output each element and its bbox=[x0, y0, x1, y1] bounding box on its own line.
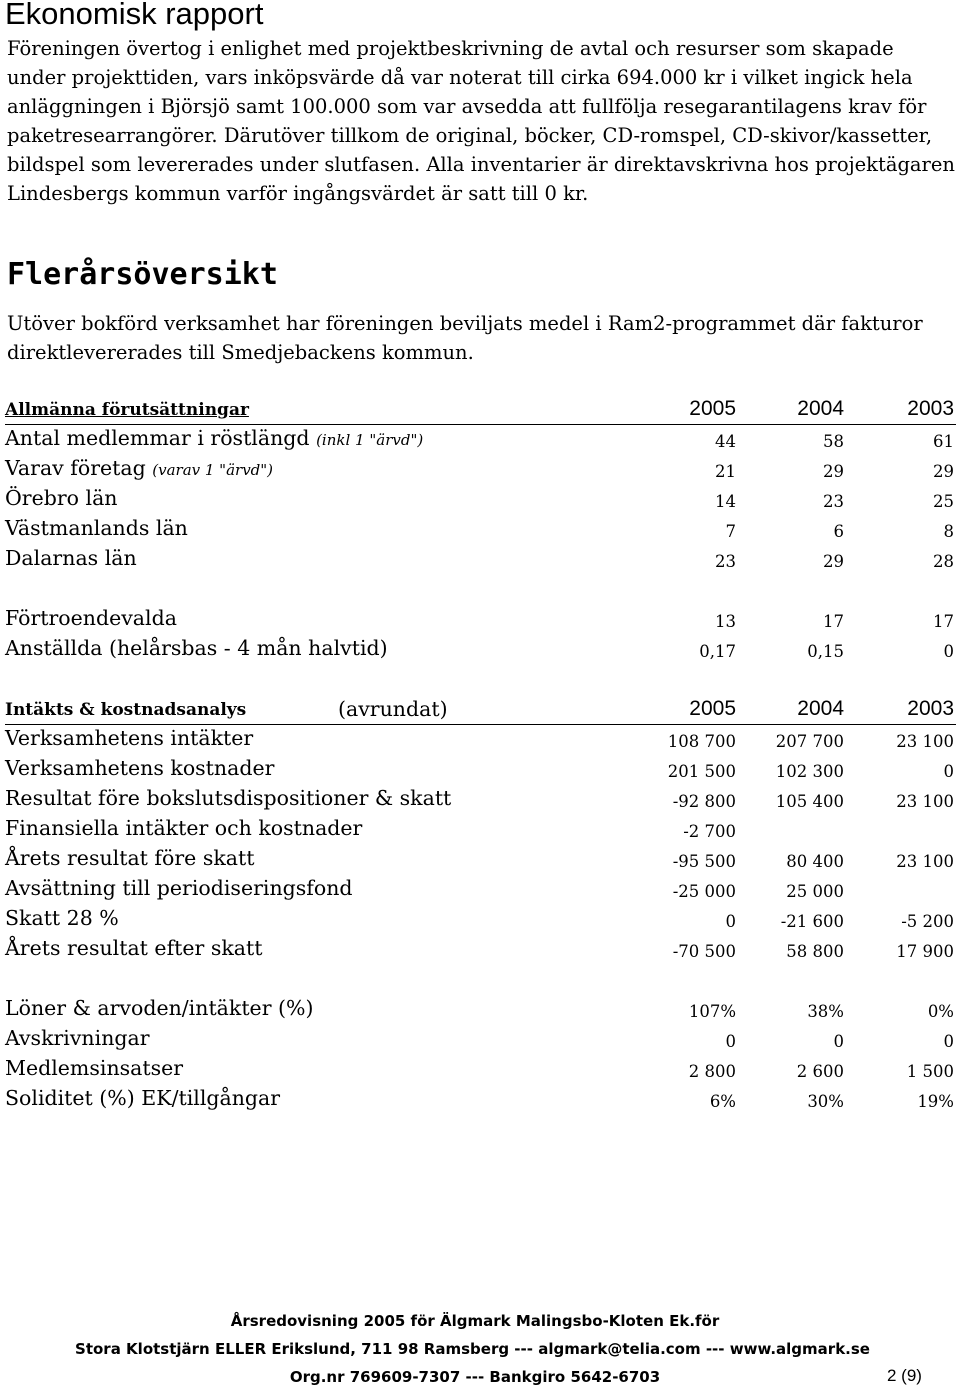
table-row bbox=[5, 605, 956, 635]
row-label-text: Löner & arvoden/intäkter (%) bbox=[5, 996, 314, 1020]
value-2004: -21 600 bbox=[780, 912, 844, 931]
row-label bbox=[5, 936, 262, 960]
value-2003: -5 200 bbox=[901, 912, 954, 931]
year-2004-header: 2004 bbox=[797, 397, 844, 420]
year-2004-header: 2004 bbox=[797, 697, 844, 720]
table-row bbox=[5, 785, 956, 815]
row-label bbox=[5, 426, 423, 450]
value-2003: 17 bbox=[933, 612, 954, 631]
value-2004: 58 bbox=[823, 432, 844, 451]
page-title: Ekonomisk rapport bbox=[5, 0, 264, 31]
page-number: 2 (9) bbox=[887, 1366, 922, 1385]
value-2003: 23 100 bbox=[896, 852, 954, 871]
table-header-label: Intäkts & kostnadsanalys bbox=[5, 700, 247, 720]
table-header-row bbox=[5, 695, 956, 725]
year-2003-header: 2003 bbox=[907, 397, 954, 420]
table-row bbox=[5, 425, 956, 455]
value-2004: 38% bbox=[807, 1002, 844, 1021]
value-2004: 23 bbox=[823, 492, 844, 511]
value-2005: -95 500 bbox=[672, 852, 736, 871]
row-label-text: Verksamhetens kostnader bbox=[5, 756, 275, 780]
value-2005: 14 bbox=[715, 492, 736, 511]
value-2004: 2 600 bbox=[796, 1062, 844, 1081]
value-2004: 0 bbox=[833, 1032, 844, 1051]
value-2003: 29 bbox=[933, 462, 954, 481]
value-2003: 1 500 bbox=[906, 1062, 954, 1081]
table-row bbox=[5, 815, 956, 845]
row-label-text: Resultat före bokslutsdispositioner & skatt bbox=[5, 786, 452, 810]
year-2005-header: 2005 bbox=[689, 697, 736, 720]
value-2004: 30% bbox=[807, 1092, 844, 1111]
value-2005: 23 bbox=[715, 552, 736, 571]
value-2003: 8 bbox=[943, 522, 954, 541]
value-2003: 17 900 bbox=[896, 942, 954, 961]
value-2004: 29 bbox=[823, 552, 844, 571]
row-label-text: Avsättning till periodiseringsfond bbox=[5, 876, 353, 900]
footer-report-title: Årsredovisning 2005 för Älgmark Malingsbo-Kloten Ek.för bbox=[230, 1312, 720, 1330]
year-2003-header: 2003 bbox=[907, 697, 954, 720]
table-row bbox=[5, 905, 956, 935]
row-label bbox=[5, 1086, 280, 1110]
row-label-text: Soliditet (%) EK/tillgångar bbox=[5, 1086, 281, 1110]
value-2005: -25 000 bbox=[672, 882, 736, 901]
row-label-text: Förtroendevalda bbox=[5, 606, 177, 630]
row-label-text: Anställda (helårsbas - 4 mån halvtid) bbox=[5, 636, 388, 660]
value-2003: 61 bbox=[933, 432, 954, 451]
value-2005: 108 700 bbox=[667, 732, 736, 751]
value-2004: 17 bbox=[823, 612, 844, 631]
row-label bbox=[5, 516, 188, 540]
value-2005: -70 500 bbox=[672, 942, 736, 961]
value-2003: 0 bbox=[943, 642, 954, 661]
row-label bbox=[5, 636, 388, 660]
row-label bbox=[5, 906, 119, 930]
value-2003: 28 bbox=[933, 552, 954, 571]
table-row bbox=[5, 845, 956, 875]
row-label-text: Varav företag bbox=[5, 456, 146, 480]
row-label-text: Skatt 28 % bbox=[5, 906, 119, 930]
row-label-text: Dalarnas län bbox=[5, 546, 137, 570]
value-2004: 102 300 bbox=[775, 762, 844, 781]
row-label bbox=[5, 846, 254, 870]
row-label bbox=[5, 816, 362, 840]
table-header-row bbox=[5, 395, 956, 425]
year-2005-header: 2005 bbox=[689, 397, 736, 420]
section-paragraph: Utöver bokförd verksamhet har föreningen beviljats medel i Ram2-programmet där fakturor direktlevererades till Smedjebackens kommun. bbox=[7, 312, 923, 364]
row-label bbox=[5, 456, 273, 480]
row-label bbox=[5, 486, 118, 510]
table-row bbox=[5, 875, 956, 905]
value-2004: 25 000 bbox=[786, 882, 844, 901]
table-row bbox=[5, 545, 956, 575]
value-2003: 25 bbox=[933, 492, 954, 511]
value-2005: -2 700 bbox=[683, 822, 736, 841]
row-label-note: (varav 1 "ärvd") bbox=[152, 461, 274, 479]
table-row bbox=[5, 485, 956, 515]
value-2005: 2 800 bbox=[688, 1062, 736, 1081]
row-label bbox=[5, 876, 353, 900]
value-2005: 7 bbox=[725, 522, 736, 541]
value-2005: 107% bbox=[688, 1002, 736, 1021]
table-row bbox=[5, 455, 956, 485]
row-label-text: Årets resultat efter skatt bbox=[5, 936, 263, 960]
value-2004: 29 bbox=[823, 462, 844, 481]
table-row bbox=[5, 1055, 956, 1085]
value-2005: 0,17 bbox=[699, 642, 736, 661]
row-label-text: Verksamhetens intäkter bbox=[5, 726, 254, 750]
table-row bbox=[5, 725, 956, 755]
row-label-text: Örebro län bbox=[5, 486, 118, 510]
value-2005: 44 bbox=[715, 432, 736, 451]
intro-paragraph: Föreningen övertog i enlighet med projektbeskrivning de avtal och resurser som skapade under projekttiden, vars inköpsvärde då var noterat till cirka 694.000 kr i vilket ingick hela anläggningen i Björsjö samt 100.000 som var avsedda att fullfölja resegarantilagens krav för paketresearrangörer. Därutöver tillkom de original, böcker, CD-romspel, CD-skivor/kassetter, bildspel som levererades under slutfasen. Alla inventarier är direktavskrivna hos projektägaren Lindesbergs kommun varför ingångsvärdet är satt till 0 kr. bbox=[7, 37, 955, 205]
table-header-label: Allmänna förutsättningar bbox=[5, 400, 249, 420]
row-label bbox=[5, 786, 451, 810]
value-2003: 0% bbox=[927, 1002, 954, 1021]
footer-address: Stora Klotstjärn ELLER Erikslund, 711 98 Ramsberg --- algmark@telia.com --- www.algmark.se bbox=[75, 1340, 870, 1358]
value-2005: 21 bbox=[715, 462, 736, 481]
row-label bbox=[5, 726, 253, 750]
value-2005: 0 bbox=[725, 1032, 736, 1051]
value-2004: 105 400 bbox=[775, 792, 844, 811]
row-label-text: Västmanlands län bbox=[5, 516, 188, 540]
row-label-text: Finansiella intäkter och kostnader bbox=[5, 816, 363, 840]
row-label bbox=[5, 1056, 183, 1080]
footer-org-number: Org.nr 769609-7307 --- Bankgiro 5642-6703 bbox=[289, 1368, 661, 1386]
value-2005: 6% bbox=[709, 1092, 736, 1111]
table-intakts-kostnadsanalys bbox=[5, 695, 956, 1115]
value-2003: 23 100 bbox=[896, 732, 954, 751]
row-label bbox=[5, 1026, 150, 1050]
row-label-text: Årets resultat före skatt bbox=[5, 846, 255, 870]
value-2004: 6 bbox=[833, 522, 844, 541]
value-2004: 58 800 bbox=[786, 942, 844, 961]
row-label bbox=[5, 756, 274, 780]
value-2004: 80 400 bbox=[786, 852, 844, 871]
value-2005: 201 500 bbox=[667, 762, 736, 781]
value-2005: -92 800 bbox=[672, 792, 736, 811]
row-label bbox=[5, 546, 137, 570]
value-2003: 19% bbox=[917, 1092, 954, 1111]
table-row bbox=[5, 1025, 956, 1055]
value-2004: 207 700 bbox=[775, 732, 844, 751]
table-row bbox=[5, 1085, 956, 1115]
table-header-note: (avrundat) bbox=[338, 697, 448, 721]
row-label bbox=[5, 996, 313, 1020]
value-2003: 0 bbox=[943, 762, 954, 781]
table-row bbox=[5, 515, 956, 545]
table-row bbox=[5, 755, 956, 785]
value-2005: 13 bbox=[715, 612, 736, 631]
value-2004: 0,15 bbox=[807, 642, 844, 661]
table-row bbox=[5, 635, 956, 665]
row-label-text: Medlemsinsatser bbox=[5, 1056, 184, 1080]
row-label-text: Antal medlemmar i röstlängd bbox=[5, 426, 310, 450]
row-label bbox=[5, 606, 177, 630]
table-allmanna-forutsattningar bbox=[5, 395, 956, 665]
table-row bbox=[5, 995, 956, 1025]
row-label-text: Avskrivningar bbox=[5, 1026, 150, 1050]
value-2003: 0 bbox=[943, 1032, 954, 1051]
value-2005: 0 bbox=[725, 912, 736, 931]
section-heading-flerarsoversikt: Flerårsöversikt bbox=[7, 257, 278, 292]
table-row bbox=[5, 935, 956, 965]
row-label-note: (inkl 1 "ärvd") bbox=[316, 431, 424, 449]
value-2003: 23 100 bbox=[896, 792, 954, 811]
